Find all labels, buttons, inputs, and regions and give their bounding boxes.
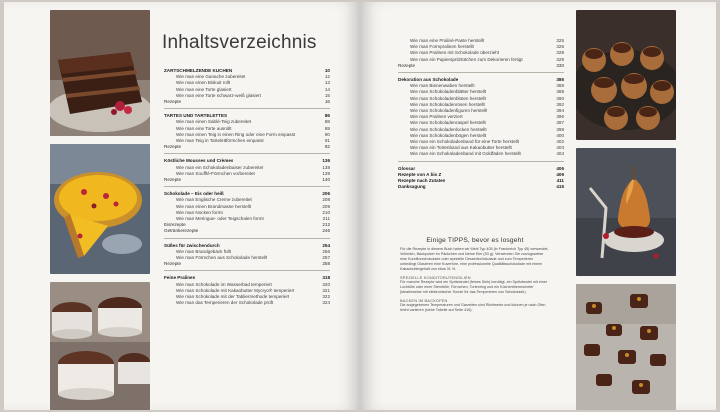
toc-entry — [164, 144, 330, 150]
toc-entry-title: Wie man einen Biskuit rollt — [176, 80, 231, 86]
toc-entry-page: 13 — [324, 80, 330, 86]
toc-entry-page: 206 — [322, 191, 330, 197]
toc-entry — [164, 228, 330, 234]
toc-entry-page: 12 — [324, 74, 330, 80]
page-title: Inhaltsverzeichnis — [162, 32, 317, 53]
toc-entry-page: 136 — [322, 158, 330, 164]
toc-entry-title: Feine Pralinen — [164, 275, 196, 281]
toc-entry-title: Wie man Bienenwaben herstellt — [410, 83, 475, 89]
toc-entry-page: 326 — [556, 44, 564, 50]
section-divider — [164, 238, 330, 239]
toc-entry-title: Rezepte von A bis Z — [398, 171, 442, 177]
toc-entry-page: 415 — [556, 184, 564, 190]
section-divider — [398, 161, 564, 162]
toc-entry-page: 258 — [322, 261, 330, 267]
toc-entry-title: Wie man Schokoladenrosen herstellt — [410, 101, 485, 107]
toc-entry-page: 389 — [556, 89, 564, 95]
toc-entry-title: Wie man Pralinen verziert — [410, 114, 463, 120]
toc-entry-title: Wie man Schokoladenbögen herstellt — [410, 132, 487, 138]
right-page — [360, 2, 716, 410]
toc-entry-page: 404 — [556, 151, 564, 157]
toc-entry-page: 92 — [324, 144, 330, 150]
toc-entry-title: Wie man Schokoladenraspel herstellt — [410, 120, 486, 126]
toc-entry-title: Rezepte — [164, 177, 182, 183]
toc-entry-title: Köstliche Mousses und Crèmes — [164, 158, 234, 164]
toc-entry-page: 138 — [322, 164, 330, 170]
toc-entry — [164, 99, 330, 105]
toc-entry-title: ZARTSCHMELZENDE KUCHEN — [164, 68, 233, 73]
toc-entry — [164, 177, 330, 183]
toc-right-list — [398, 38, 564, 190]
tips-intro: Für die Rezepte in diesem Buch haben wir Mehl Typ 405 (in Frankreich Typ 45) verwendet, Vollmilch, Backpulver im Päckchen und kleine Eier (53 g). Verwenden Sie vorzugsweise eine Konditorschokolade oder spezielle Dessertschokolade und zum Temperieren unbedingt Glasieren eine Kuvertüre, eine professionelle Qualitätsschokolade mit einem Kakaobuttergehalt von etwa 31 %. — [400, 247, 549, 271]
book-spread — [4, 2, 716, 410]
toc-entry-page: 397 — [556, 120, 564, 126]
toc-entry-title: Wie man Schokolade mit Kakaobutter Mycryo® temperiert — [176, 287, 295, 293]
toc-entry-title: Süßes für zwischendurch — [164, 242, 220, 248]
toc-entry-title: Wie man eine Torte ausrollt — [176, 125, 232, 131]
toc-entry-page: 392 — [556, 101, 564, 107]
toc-entry-page: 406 — [556, 165, 564, 171]
toc-entry-title: Wie man Nocken formt — [176, 209, 223, 215]
section-divider — [164, 108, 330, 109]
toc-entry-page: 403 — [556, 145, 564, 151]
toc-entry-page: 14 — [324, 86, 330, 92]
toc-entry-title: Wie man eine Praliné-Paste herstellt — [410, 38, 485, 43]
toc-entry-title: Wie man ein Schokoladenband für eine Torte herstellt — [410, 139, 519, 145]
toc-entry-title: Rezepte nach Zutaten — [398, 178, 446, 184]
tips-utensils-text: Für manche Rezepte wird ein Spritzbeutel (feines Sieb) benötigt, ein Spritzbeutel mit einer Lochtülle oder einer Sterntülle, Förmchen, Tortenring und ein Küchenthermometer (idealerweise mit elektronischer Sonde für das Temperieren von Schokolade). — [400, 280, 548, 294]
toc-entry-page: 409 — [556, 171, 564, 177]
toc-entry-title: Wie man Englische Creme zubereitet — [176, 197, 252, 203]
toc-entry-page: 322 — [322, 294, 330, 300]
toc-entry-page: 139 — [322, 170, 330, 176]
photo-pralines — [576, 284, 676, 410]
tips-heading: Einige TIPPS, bevor es losgeht — [426, 237, 524, 244]
toc-entry-page: 398 — [556, 126, 564, 132]
toc-entry-title: Schokolade – Eis oder heiß — [164, 191, 224, 197]
toc-section-entry — [398, 184, 564, 190]
photo-poached-pear — [576, 148, 676, 276]
toc-entry-title: Rezepte — [398, 62, 416, 68]
toc-entry-page: 211 — [322, 216, 330, 222]
toc-entry-title: Wie man ein Tortenband aus Kakaobutter herstellt — [410, 145, 512, 151]
toc-entry-title: Wie man einen Sablé-Teig zubereitet — [176, 119, 252, 125]
toc-entry — [398, 151, 564, 157]
toc-entry-page: 411 — [556, 178, 564, 184]
toc-entry-title: Wie man einen Teig in einen Ring oder eine Form einpasst — [176, 131, 296, 137]
toc-entry-page: 246 — [322, 228, 330, 234]
toc-entry-page: 388 — [556, 83, 564, 89]
toc-entry-title: Rezepte — [164, 261, 182, 267]
toc-entry-page: 320 — [322, 281, 330, 287]
toc-entry — [164, 300, 330, 306]
toc-entry-page: 10 — [324, 68, 330, 73]
toc-entry-title: Wie man das Temperieren der Schokolade prüft — [176, 300, 274, 306]
toc-entry-page: 394 — [556, 108, 564, 114]
section-divider — [164, 153, 330, 154]
toc-entry-title: Wie man Schokolade mit der Tabliermethode temperiert — [176, 294, 290, 300]
toc-entry-page: 321 — [322, 287, 330, 293]
toc-left-list — [164, 68, 330, 307]
toc-entry-title: Getränkerezepte — [164, 228, 199, 234]
toc-entry-page: 318 — [322, 275, 330, 281]
toc-entry-title: TARTES UND TARTELETTES — [164, 113, 228, 119]
toc-entry-page: 329 — [556, 56, 564, 62]
tips-subheading-oven: BACKEN IM BACKOFEN — [400, 298, 448, 303]
toc-entry-page: 324 — [322, 300, 330, 306]
toc-entry-title: Wie man einen Brandmasse herstellt — [176, 203, 252, 209]
section-divider — [398, 72, 564, 73]
section-divider — [164, 186, 330, 187]
toc-entry-title: Eisrezepte — [164, 222, 186, 228]
photo-lemon-tart — [50, 144, 150, 274]
tips-subheading-utensils: SPEZIELLE KONDITORUTENSILIEN — [400, 275, 471, 280]
photo-chocolate-cake — [50, 10, 150, 136]
toc-entry-title: Wie man Formpralinen herstellt — [410, 44, 474, 50]
section-divider — [164, 270, 330, 271]
toc-entry-title: Wie man Schokoladenlocken herstellt — [410, 126, 487, 132]
toc-entry-page: 91 — [324, 138, 330, 144]
tips-box — [400, 238, 550, 313]
photo-cream-puffs — [576, 10, 676, 140]
toc-entry-title: Glossar — [398, 165, 416, 171]
toc-entry-page: 325 — [556, 38, 564, 43]
toc-entry-title: Wie man eine Torte schwarz-weiß glasiert — [176, 92, 261, 98]
toc-entry-page: 390 — [556, 95, 564, 101]
toc-entry-page: 210 — [322, 209, 330, 215]
toc-entry-page: 386 — [556, 77, 564, 83]
toc-entry-title: Rezepte — [164, 99, 182, 105]
photo-souffles — [50, 282, 150, 410]
toc-entry-title: Wie man Pralinen mit Schokolade überzieht — [410, 50, 500, 56]
left-page — [4, 2, 360, 410]
toc-entry-page: 330 — [556, 62, 564, 68]
toc-entry — [398, 63, 564, 69]
toc-entry-title: Wie man Meringue- oder Teigschalen formt — [176, 216, 264, 222]
toc-entry-title: Wie man eine Ganache zubereitet — [176, 74, 246, 80]
toc-entry-page: 257 — [322, 255, 330, 261]
toc-entry-title: Rezepte — [164, 144, 182, 150]
toc-entry-page: 86 — [324, 113, 330, 119]
toc-entry-page: 396 — [556, 114, 564, 120]
toc-entry-title: Wie man Soufflé-Förmchen vorbereitet — [176, 170, 255, 176]
toc-entry-title: Wie man Teig in Tartelettförmchen einpasst — [176, 138, 264, 144]
toc-entry-page: 90 — [324, 131, 330, 137]
toc-entry-title: Wie man Brandgebäck füllt — [176, 248, 231, 254]
toc-entry-title: Wie man ein Papierspritztütchen zum Dekorieren fertigt — [410, 56, 523, 62]
toc-entry-page: 212 — [322, 222, 330, 228]
toc-entry-page: 208 — [322, 197, 330, 203]
toc-entry-page: 402 — [556, 139, 564, 145]
toc-entry-title: Wie man Schokoladenblätter herstellt — [410, 89, 487, 95]
toc-entry-title: Wie man Schokolade im Wasserbad temperiert — [176, 281, 272, 287]
toc-entry — [164, 261, 330, 267]
toc-entry-page: 15 — [324, 92, 330, 98]
toc-entry-page: 328 — [556, 50, 564, 56]
toc-entry-title: Wie man eine Torte glasiert — [176, 86, 232, 92]
toc-entry-page: 140 — [322, 177, 330, 183]
toc-entry-page: 88 — [324, 119, 330, 125]
toc-entry-page: 16 — [324, 99, 330, 105]
toc-entry-title: Wie man Schokoladenblüten herstellt — [410, 95, 486, 101]
toc-entry-page: 400 — [556, 132, 564, 138]
toc-entry-page: 209 — [322, 203, 330, 209]
toc-entry-title: Dekoration aus Schokolade — [398, 77, 459, 83]
toc-entry-title: Wie man ein Schokoladenband mit Goldfäden herstellt — [410, 151, 521, 157]
tips-oven-text: Die angegebenen Temperaturen und Garzeiten sind Richtwerte und können je nach Ofen leicht variieren (siehe Tabelle auf Seite 416). — [400, 303, 546, 312]
toc-entry-page: 254 — [322, 242, 330, 248]
toc-entry-title: Wie man Förmchen aus Schokolade herstellt — [176, 255, 268, 261]
toc-entry-title: Wie man Schokoladenfiguren herstellt — [410, 108, 488, 114]
toc-entry-title: Danksagung — [398, 184, 426, 190]
toc-entry-page: 89 — [324, 125, 330, 131]
toc-entry-page: 256 — [322, 248, 330, 254]
toc-entry-title: Wie man ein Schokoladenbaiser zubereitet — [176, 164, 264, 170]
